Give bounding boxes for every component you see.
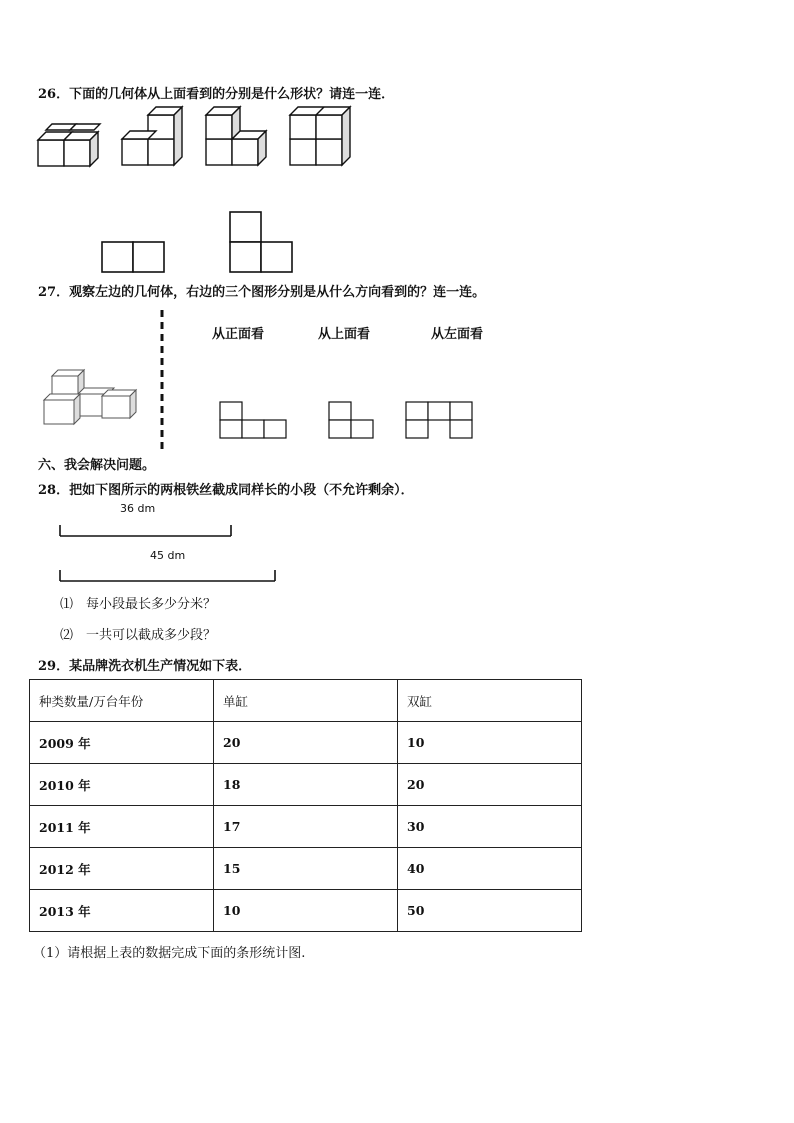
table-cell-single: 18 — [214, 764, 398, 806]
q27-shape-1 — [219, 401, 289, 441]
q28-sub-2: ⑵ 一共可以截成多少段？ — [60, 628, 217, 643]
q26-solid-2 — [122, 107, 184, 167]
table-row — [30, 722, 582, 764]
table-cell-double: 40 — [398, 848, 582, 890]
wire-2 — [59, 569, 277, 583]
view-label-left: 从左面看 — [431, 327, 484, 342]
table-cell-double: 20 — [398, 764, 582, 806]
table-cell-single: 10 — [214, 890, 398, 932]
q26-solid-4 — [290, 107, 352, 167]
q27-shape-2 — [328, 401, 378, 441]
wire-1-label: 36 dm — [120, 502, 156, 515]
table-row — [30, 806, 582, 848]
q26-view-l-shape — [229, 211, 293, 273]
production-table — [29, 679, 582, 932]
q27-divider — [160, 310, 164, 452]
table-cell-single: 17 — [214, 806, 398, 848]
q26-solid-1 — [38, 124, 100, 168]
view-label-front: 从正面看 — [212, 327, 265, 342]
question-27-text: 27．观察左边的几何体，右边的三个图形分别是从什么方向看到的？连一连。 — [38, 285, 486, 300]
q26-solid-3 — [206, 107, 268, 167]
table-cell-double: 30 — [398, 806, 582, 848]
table-cell-double: 10 — [398, 722, 582, 764]
table-header-cell: 种类数量/万台年份 — [30, 680, 214, 722]
section-6-title: 六、我会解决问题。 — [38, 458, 156, 473]
table-cell-year: 2013 年 — [30, 890, 214, 932]
wire-1 — [59, 524, 233, 538]
question-29-text: 29．某品牌洗衣机生产情况如下表． — [38, 659, 252, 674]
q27-solid — [44, 368, 140, 426]
view-label-top: 从上面看 — [318, 327, 371, 342]
table-row — [30, 764, 582, 806]
table-cell-year: 2009 年 — [30, 722, 214, 764]
table-header-row — [30, 680, 582, 722]
table-cell-year: 2010 年 — [30, 764, 214, 806]
wire-2-label: 45 dm — [150, 549, 186, 562]
question-26-text: 26．下面的几何体从上面看到的分别是什么形状？请连一连． — [38, 87, 395, 102]
table-header-cell: 双缸 — [398, 680, 582, 722]
table-row — [30, 848, 582, 890]
table-row — [30, 890, 582, 932]
q29-sub-1: （1）请根据上表的数据完成下面的条形统计图. — [33, 946, 306, 961]
table-cell-single: 20 — [214, 722, 398, 764]
q26-view-two-squares — [101, 241, 165, 273]
question-28-text: 28．把如下图所示的两根铁丝截成同样长的小段（不允许剩余）． — [38, 483, 414, 498]
table-header-cell: 单缸 — [214, 680, 398, 722]
table-cell-single: 15 — [214, 848, 398, 890]
table-cell-double: 50 — [398, 890, 582, 932]
q27-shape-3 — [405, 401, 475, 441]
table-cell-year: 2011 年 — [30, 806, 214, 848]
q28-sub-1: ⑴ 每小段最长多少分米？ — [60, 597, 217, 612]
table-cell-year: 2012 年 — [30, 848, 214, 890]
